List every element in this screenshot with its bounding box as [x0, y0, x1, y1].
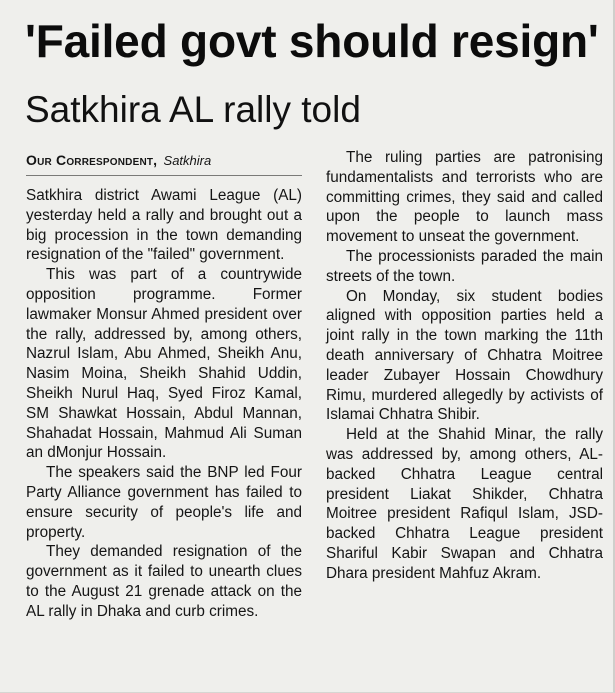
- article-paragraph: On Monday, six student bodies aligned with opposition parties held a joint rally in the town marking the 11th death anniversary of Chhatra Moitree leader Zubayer Hossain Chowdhury Rimu, murdered allegedly by activists of Islamai Chhatra Shibir.: [326, 287, 603, 424]
- subheadline: Satkhira AL rally told: [25, 89, 361, 130]
- article-column-right: [326, 148, 603, 584]
- article-paragraph: The speakers said the BNP led Four Party Alliance government has failed to ensure security of people's life and property.: [26, 464, 302, 541]
- article-paragraph: Held at the Shahid Minar, the rally was addressed by, among others, AL-backed Chhatra League central president Liakat Shikder, Chhatra Moitree president Rafiqul Islam, JSD-backed Chhatra League president Shariful Kabir Swapan and Chhatra Dhara president Mahfuz Akram.: [326, 426, 603, 582]
- article-paragraph: This was part of a countrywide opposition programme. Former lawmaker Monsur Ahmed president over the rally, addressed by, among others, Nazrul Islam, Abu Ahmed, Sheikh Anu, Nasim Moina, Sheikh Shahid Uddin, Sheikh Nurul Haq, Syed Firoz Kamal, SM Shawkat Hossain, Abdul Mannan, Shahadat Hossain, Mahmud Ali Suman an dMonjur Hossain.: [26, 266, 302, 462]
- byline-location: Satkhira: [163, 153, 212, 168]
- article-paragraph: The ruling parties are patronising fundamentalists and terrorists who are committing crimes, they said and called upon the people to launch mass movement to unseat the government.: [326, 149, 603, 246]
- headline: 'Failed govt should resign': [25, 15, 599, 67]
- article-column-left: [26, 148, 302, 622]
- article-paragraph: Satkhira district Awami League (AL) yesterday held a rally and brought out a big procession in the town demanding resignation of the "failed" government.: [26, 187, 302, 264]
- article-paragraph: They demanded resignation of the government as it failed to unearth clues to the August 21 grenade attack on the AL rally in Dhaka and curb crimes.: [26, 543, 302, 620]
- byline: [26, 148, 302, 176]
- byline-author: Our Correspondent,: [26, 152, 158, 168]
- article-paragraph: The processionists paraded the main streets of the town.: [326, 247, 603, 285]
